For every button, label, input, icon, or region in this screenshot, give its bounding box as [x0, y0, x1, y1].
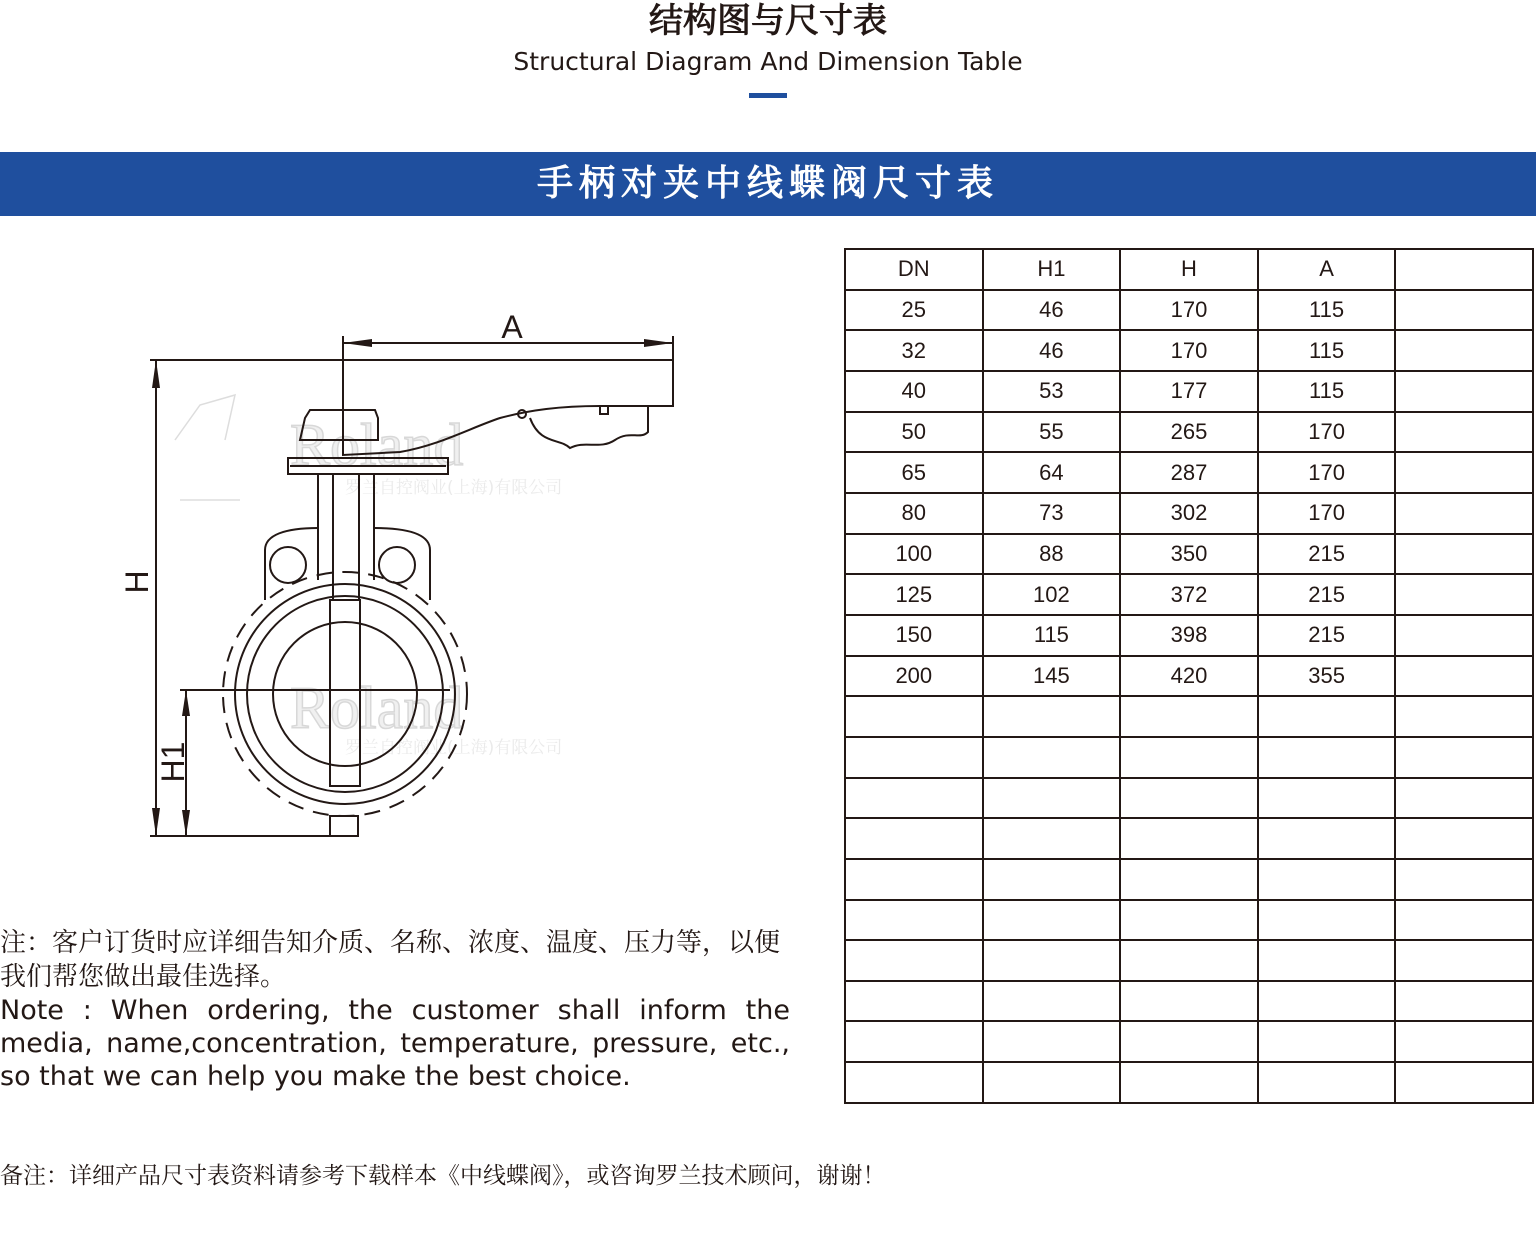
table-cell [1395, 290, 1533, 331]
table-cell [1120, 940, 1258, 981]
table-cell: 100 [845, 534, 983, 575]
table-cell [983, 859, 1121, 900]
table-cell [845, 818, 983, 859]
table-cell [1120, 1021, 1258, 1062]
table-cell [1258, 818, 1396, 859]
table-cell [1120, 859, 1258, 900]
dimension-table-body [845, 249, 1533, 1103]
table-cell: 170 [1120, 290, 1258, 331]
table-cell [1395, 900, 1533, 941]
order-note [0, 926, 790, 1093]
table-cell: 125 [845, 574, 983, 615]
table-row [845, 656, 1533, 697]
table-cell [983, 900, 1121, 941]
table-cell: 46 [983, 290, 1121, 331]
order-note-en: Note : When ordering, the customer shall inform the media, name,concentration, temperature, pressure, etc., so that we can help you make the best choice. [0, 995, 790, 1092]
table-row [845, 1021, 1533, 1062]
table-cell: 170 [1258, 452, 1396, 493]
table-cell [1258, 900, 1396, 941]
table-cell [1120, 1062, 1258, 1103]
table-cell: 115 [983, 615, 1121, 656]
table-cell [983, 696, 1121, 737]
table-cell [845, 859, 983, 900]
arrow-h1-bottom [182, 810, 190, 836]
watermark-brand-2: Roland [290, 675, 464, 741]
table-header-cell: H [1120, 249, 1258, 290]
table-cell [845, 1062, 983, 1103]
table-cell [1395, 981, 1533, 1022]
watermark-brand: Roland [290, 412, 464, 478]
page-subtitle: Structural Diagram And Dimension Table [513, 47, 1023, 76]
table-cell: 177 [1120, 371, 1258, 412]
table-row [845, 493, 1533, 534]
table-cell [1258, 696, 1396, 737]
body-top-flange [265, 528, 430, 600]
table-cell: 50 [845, 412, 983, 453]
table-row [845, 574, 1533, 615]
table-cell: 355 [1258, 656, 1396, 697]
table-row [845, 737, 1533, 778]
watermark-company: 罗兰自控阀业(上海)有限公司 [345, 478, 563, 498]
table-cell: 215 [1258, 615, 1396, 656]
table-header-cell [1395, 249, 1533, 290]
table-cell: 350 [1120, 534, 1258, 575]
table-cell: 64 [983, 452, 1121, 493]
arrow-h1-top [182, 690, 190, 716]
table-cell [845, 940, 983, 981]
table-cell [1258, 1021, 1396, 1062]
table-cell [1395, 696, 1533, 737]
table-cell [845, 696, 983, 737]
table-cell: 80 [845, 493, 983, 534]
table-cell [1258, 981, 1396, 1022]
table-cell: 40 [845, 371, 983, 412]
table-header-cell: H1 [983, 249, 1121, 290]
table-cell: 25 [845, 290, 983, 331]
table-cell [1258, 940, 1396, 981]
watermark-company-2: 罗兰自控阀业(上海)有限公司 [345, 738, 563, 758]
table-cell: 398 [1120, 615, 1258, 656]
table-cell: 302 [1120, 493, 1258, 534]
table-cell: 145 [983, 656, 1121, 697]
table-row [845, 981, 1533, 1022]
table-cell: 46 [983, 330, 1121, 371]
table-cell: 420 [1120, 656, 1258, 697]
table-row [845, 290, 1533, 331]
table-row [845, 330, 1533, 371]
table-row [845, 940, 1533, 981]
table-cell [845, 737, 983, 778]
table-cell [1395, 493, 1533, 534]
table-cell: 53 [983, 371, 1121, 412]
table-row [845, 859, 1533, 900]
arrow-a-left [343, 339, 372, 347]
table-row [845, 696, 1533, 737]
valve-structure-diagram [100, 300, 700, 860]
table-cell: 73 [983, 493, 1121, 534]
table-cell [1120, 981, 1258, 1022]
table-row [845, 900, 1533, 941]
watermark [175, 395, 562, 758]
table-row [845, 818, 1533, 859]
table-row [845, 534, 1533, 575]
order-note-zh: 注：客户订货时应详细告知介质、名称、浓度、温度、压力等，以便我们帮您做出最佳选择。 [0, 928, 781, 992]
table-row [845, 615, 1533, 656]
table-cell: 170 [1258, 412, 1396, 453]
table-cell [1120, 818, 1258, 859]
table-cell [845, 900, 983, 941]
table-row [845, 452, 1533, 493]
table-row [845, 412, 1533, 453]
table-cell [1395, 778, 1533, 819]
table-header-cell: A [1258, 249, 1396, 290]
table-cell [1395, 534, 1533, 575]
table-cell [1395, 452, 1533, 493]
table-cell: 88 [983, 534, 1121, 575]
table-cell [1120, 900, 1258, 941]
table-cell [1258, 778, 1396, 819]
table-cell [1395, 615, 1533, 656]
table-cell: 32 [845, 330, 983, 371]
table-cell [1395, 818, 1533, 859]
bolt-hole-left [270, 547, 306, 583]
table-cell: 115 [1258, 290, 1396, 331]
table-cell [1120, 778, 1258, 819]
title-underline [749, 93, 787, 98]
table-cell [1395, 330, 1533, 371]
table-cell: 215 [1258, 534, 1396, 575]
label-h1: H1 [155, 741, 191, 783]
table-cell [983, 737, 1121, 778]
table-cell [845, 1021, 983, 1062]
table-row [845, 371, 1533, 412]
table-header-row [845, 249, 1533, 290]
table-cell [1395, 412, 1533, 453]
remark-text: 备注：详细产品尺寸表资料请参考下载样本《中线蝶阀》，或咨询罗兰技术顾问，谢谢！ [0, 1163, 886, 1189]
handle-trigger [530, 406, 648, 448]
table-cell [1258, 859, 1396, 900]
table-cell [1395, 940, 1533, 981]
label-h: H [119, 570, 155, 594]
table-cell: 200 [845, 656, 983, 697]
table-cell: 287 [1120, 452, 1258, 493]
table-cell [1258, 1062, 1396, 1103]
table-cell [1258, 737, 1396, 778]
arrow-a-right [644, 339, 673, 347]
table-cell: 102 [983, 574, 1121, 615]
page-title: 结构图与尺寸表 [649, 1, 887, 41]
table-cell [1395, 1021, 1533, 1062]
table-cell: 115 [1258, 330, 1396, 371]
table-cell [1395, 1062, 1533, 1103]
table-cell [845, 778, 983, 819]
table-cell [983, 940, 1121, 981]
table-cell: 265 [1120, 412, 1258, 453]
table-cell: 170 [1258, 493, 1396, 534]
dimension-table [844, 248, 1534, 1104]
table-cell [1395, 574, 1533, 615]
table-cell [1395, 371, 1533, 412]
table-cell [983, 1021, 1121, 1062]
bottom-stem [330, 816, 358, 836]
table-cell [1395, 859, 1533, 900]
table-cell [983, 778, 1121, 819]
table-cell [1395, 737, 1533, 778]
table-cell: 55 [983, 412, 1121, 453]
table-cell: 372 [1120, 574, 1258, 615]
section-banner: 手柄对夹中线蝶阀尺寸表 [0, 152, 1536, 216]
table-cell [983, 818, 1121, 859]
table-cell: 65 [845, 452, 983, 493]
table-cell: 170 [1120, 330, 1258, 371]
table-cell [1120, 737, 1258, 778]
table-cell [983, 981, 1121, 1022]
table-cell [983, 1062, 1121, 1103]
table-row [845, 1062, 1533, 1103]
arrow-h-top [152, 360, 160, 388]
table-cell [1395, 656, 1533, 697]
table-cell [1120, 696, 1258, 737]
table-header-cell: DN [845, 249, 983, 290]
label-a: A [501, 309, 523, 345]
arrow-h-bottom [152, 808, 160, 836]
bolt-hole-right [379, 547, 415, 583]
table-cell: 115 [1258, 371, 1396, 412]
table-row [845, 778, 1533, 819]
table-cell [845, 981, 983, 1022]
table-cell: 150 [845, 615, 983, 656]
table-cell: 215 [1258, 574, 1396, 615]
handle-latch [600, 406, 608, 414]
